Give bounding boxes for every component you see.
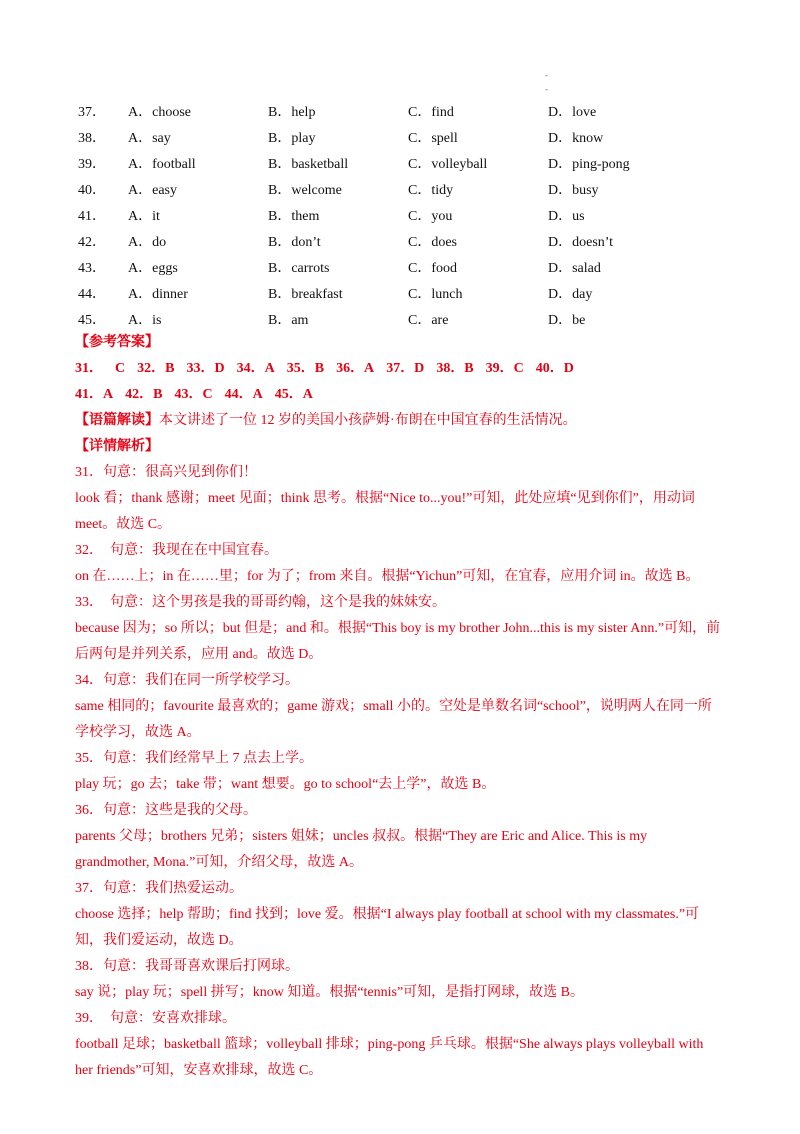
answer-section — [75, 330, 735, 1084]
option-d: D．ping-pong — [548, 157, 630, 172]
explanation-line: 39． 句意：安喜欢排球。 — [75, 1011, 236, 1026]
explanation-line: choose 选择；help 帮助；find 找到；love 爱。根据“I always play football at school with my classmates.”可 — [75, 907, 700, 922]
option-c: C．are — [408, 313, 449, 328]
explanation-line: 38．句意：我哥哥喜欢课后打网球。 — [75, 959, 299, 974]
answer-item: 31． — [75, 361, 103, 376]
option-c: C．you — [408, 209, 453, 224]
question-number: 40． — [78, 183, 106, 198]
option-c: C．lunch — [408, 287, 463, 302]
header-mark: - — [545, 70, 548, 80]
option-a: A．football — [128, 157, 196, 172]
option-a: A．it — [128, 209, 160, 224]
option-c: C．food — [408, 261, 457, 276]
answer-item: 36．A — [336, 361, 375, 376]
question-number: 45． — [78, 313, 106, 328]
answer-item: 35．B — [286, 361, 325, 376]
answer-key-row-2 — [75, 382, 735, 408]
explanation-line: 学校学习，故选 A。 — [75, 725, 201, 740]
question-options-40 — [78, 176, 728, 202]
explanation-line: 知，我们爱运动，故选 D。 — [75, 933, 243, 948]
question-options-41 — [78, 202, 728, 228]
question-number: 44． — [78, 287, 106, 302]
answer-item: 43．C — [174, 387, 213, 402]
answer-heading: 【参考答案】 — [75, 335, 159, 350]
option-a: A．eggs — [128, 261, 178, 276]
answer-item: 34．A — [236, 361, 275, 376]
answer-item: 38．B — [436, 361, 474, 376]
question-options-37 — [78, 98, 728, 124]
option-d: D．be — [548, 313, 586, 328]
explanation-line: her friends”可知，安喜欢排球，故选 C。 — [75, 1063, 323, 1078]
explanation-line: say 说；play 玩；spell 拼写；know 知道。根据“tennis”可知，是指打网球，故选 B。 — [75, 985, 585, 1000]
explanation-line: 35．句意：我们经常早上 7 点去上学。 — [75, 751, 313, 766]
explanation-line: parents 父母；brothers 兄弟；sisters 姐妹；uncles 叔叔。根据“They are Eric and Alice. This is my — [75, 829, 648, 844]
option-c: C．tidy — [408, 183, 454, 198]
explanation-line: same 相同的；favourite 最喜欢的；game 游戏；small 小的。空处是单数名词“school”，说明两人在同一所 — [75, 699, 712, 714]
answer-item: 32．B — [137, 361, 175, 376]
option-a: A．easy — [128, 183, 177, 198]
option-b: B．play — [268, 131, 316, 146]
summary-text: 本文讲述了一位 12 岁的美国小孩萨姆·布朗在中国宜春的生活情况。 — [159, 413, 577, 428]
option-a: A．dinner — [128, 287, 188, 302]
option-c: C．spell — [408, 131, 458, 146]
question-options-39 — [78, 150, 728, 176]
option-d: D．busy — [548, 183, 599, 198]
option-c: C．does — [408, 235, 457, 250]
option-d: D．us — [548, 209, 585, 224]
summary-line — [75, 408, 735, 434]
explanation-line: 36．句意：这些是我的父母。 — [75, 803, 257, 818]
option-b: B．carrots — [268, 261, 330, 276]
explanation-line: look 看；thank 感谢；meet 见面；think 思考。根据“Nice to...you!”可知，此处应填“见到你们”，用动词 — [75, 491, 695, 506]
option-b: B．basketball — [268, 157, 349, 172]
answer-item: 33．D — [186, 361, 225, 376]
option-a: A．do — [128, 235, 167, 250]
summary-heading: 【语篇解读】 — [75, 413, 159, 428]
option-d: D．day — [548, 287, 593, 302]
question-number: 37． — [78, 105, 106, 120]
option-b: B．welcome — [268, 183, 342, 198]
explanation-line: 33． 句意：这个男孩是我的哥哥约翰，这个是我的妹妹安。 — [75, 595, 446, 610]
option-c: C．volleyball — [408, 157, 488, 172]
question-options-38 — [78, 124, 728, 150]
explanation-line: meet。故选 C。 — [75, 517, 172, 532]
option-a: A．is — [128, 313, 162, 328]
option-b: B．them — [268, 209, 320, 224]
explanation-line: grandmother, Mona.”可知，介绍父母，故选 A。 — [75, 855, 363, 870]
option-a: A．choose — [128, 105, 191, 120]
explanation-line: because 因为；so 所以；but 但是；and 和。根据“This boy is my brother John...this is my sister Ann.”可知，前 — [75, 621, 721, 636]
explanation-line: football 足球；basketball 篮球；volleyball 排球；ping-pong 乒乓球。根据“She always plays volleyball with — [75, 1037, 704, 1052]
question-number: 39． — [78, 157, 106, 172]
detail-heading: 【详情解析】 — [75, 439, 159, 454]
header-marks — [545, 68, 548, 96]
answer-item: C — [115, 361, 126, 376]
option-d: D．doesn’t — [548, 235, 614, 250]
question-options-44 — [78, 280, 728, 306]
explanation-line: 32． 句意：我现在在中国宜春。 — [75, 543, 278, 558]
header-mark: - — [545, 84, 548, 94]
answer-item: 42．B — [125, 387, 163, 402]
answer-key-row-1 — [75, 356, 735, 382]
explanation-line: 后两句是并列关系，应用 and。故选 D。 — [75, 647, 323, 662]
options-list — [78, 98, 728, 332]
explanation-line: play 玩；go 去；take 带；want 想要。go to school“去上学”，故选 B。 — [75, 777, 496, 792]
option-b: B．don’t — [268, 235, 321, 250]
answer-item: 41．A — [75, 387, 114, 402]
option-c: C．find — [408, 105, 454, 120]
question-number: 43． — [78, 261, 106, 276]
option-b: B．help — [268, 105, 316, 120]
question-number: 41． — [78, 209, 106, 224]
explanation-line: on 在……上；in 在……里；for 为了；from 来自。根据“Yichun”可知，在宜春，应用介词 in。故选 B。 — [75, 569, 700, 584]
option-b: B．breakfast — [268, 287, 343, 302]
answer-item: 40．D — [535, 361, 574, 376]
answer-item: 45．A — [274, 387, 313, 402]
option-d: D．salad — [548, 261, 601, 276]
explanation-line: 37．句意：我们热爱运动。 — [75, 881, 243, 896]
question-number: 38． — [78, 131, 106, 146]
option-d: D．know — [548, 131, 604, 146]
question-options-42 — [78, 228, 728, 254]
explanation-line: 31．句意：很高兴见到你们！ — [75, 465, 257, 480]
option-a: A．say — [128, 131, 171, 146]
question-options-45 — [78, 306, 728, 332]
answer-item: 37．D — [386, 361, 425, 376]
option-b: B．am — [268, 313, 309, 328]
answer-item: 44．A — [224, 387, 263, 402]
question-number: 42． — [78, 235, 106, 250]
question-options-43 — [78, 254, 728, 280]
option-d: D．love — [548, 105, 597, 120]
answer-item: 39．C — [485, 361, 524, 376]
explanation-line: 34．句意：我们在同一所学校学习。 — [75, 673, 299, 688]
